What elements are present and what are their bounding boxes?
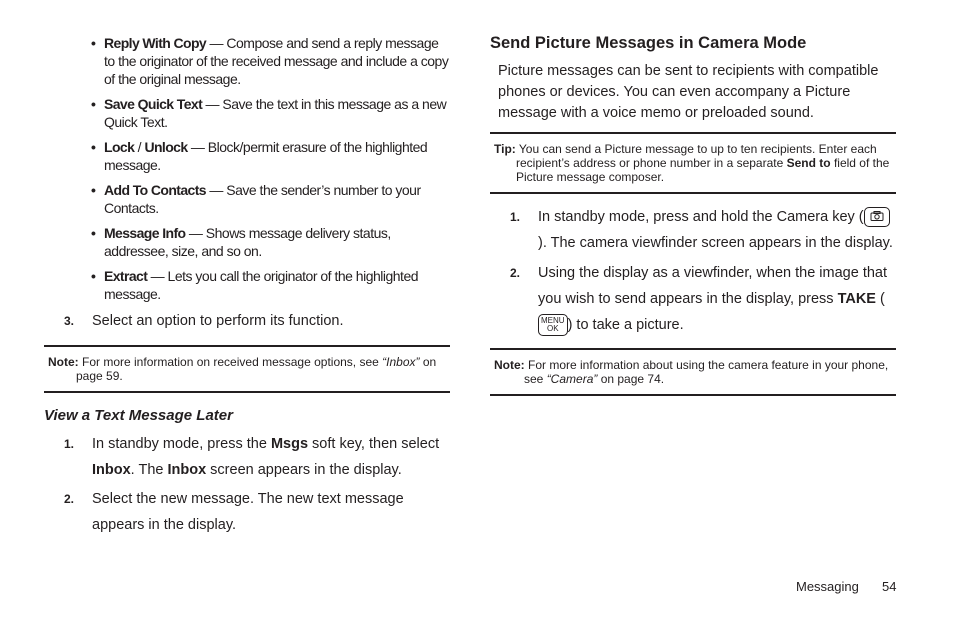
- tip-box: Tip: You can send a Picture message to up to ten recipients. Enter each recipient’s address or phone number in a separate Send to field of the Picture message composer.: [490, 132, 896, 194]
- step-2: 2. Select the new message. The new text message appears in the display.: [64, 491, 404, 533]
- list-item: • Extract — Lets you call the originator of the highlighted message.: [104, 267, 452, 303]
- list-item: • Message Info — Shows message delivery status, addressee, size, and so on.: [104, 224, 452, 260]
- step-3: 3. Select an option to perform its function.: [64, 313, 344, 329]
- page-number: 54: [882, 579, 897, 594]
- section-heading: Send Picture Messages in Camera Mode: [490, 34, 807, 52]
- intro-paragraph: Picture messages can be sent to recipients with compatible phones or devices. You can even accompany a Picture message with a voice memo or preloaded sound.: [498, 63, 879, 121]
- message-options-list: [44, 34, 452, 303]
- list-item: • Add To Contacts — Save the sender’s number to your Contacts.: [104, 181, 452, 217]
- camera-key-icon: [864, 207, 890, 227]
- right-column: [490, 34, 898, 396]
- note-box: Note: For more information on received message options, see “Inbox” on page 59.: [44, 345, 450, 393]
- step-2: 2. Using the display as a viewfinder, when the image that you wish to send appears in the display, press TAKE (MENU OK ) to take a picture.: [490, 260, 898, 338]
- step-1: 1. In standby mode, press and hold the Camera key (). The camera viewfinder screen appears in the display.: [510, 209, 893, 251]
- list-item: • Reply With Copy — Compose and send a reply message to the originator of the received message and include a copy of the original message.: [104, 34, 452, 88]
- left-column: [44, 34, 452, 538]
- section-heading: View a Text Message Later: [44, 407, 233, 424]
- footer-section: Messaging: [796, 579, 859, 594]
- list-item: • Save Quick Text — Save the text in this message as a new Quick Text.: [104, 95, 452, 131]
- note-box: Note: For more information about using the camera feature in your phone, see “Camera” on page 74.: [490, 348, 896, 396]
- list-item: • Lock / Unlock — Block/permit erasure of the highlighted message.: [104, 138, 452, 174]
- step-1: 1. In standby mode, press the Msgs soft key, then select Inbox. The Inbox screen appears in the display.: [64, 436, 440, 478]
- menu-ok-key-icon: MENU OK: [538, 314, 568, 336]
